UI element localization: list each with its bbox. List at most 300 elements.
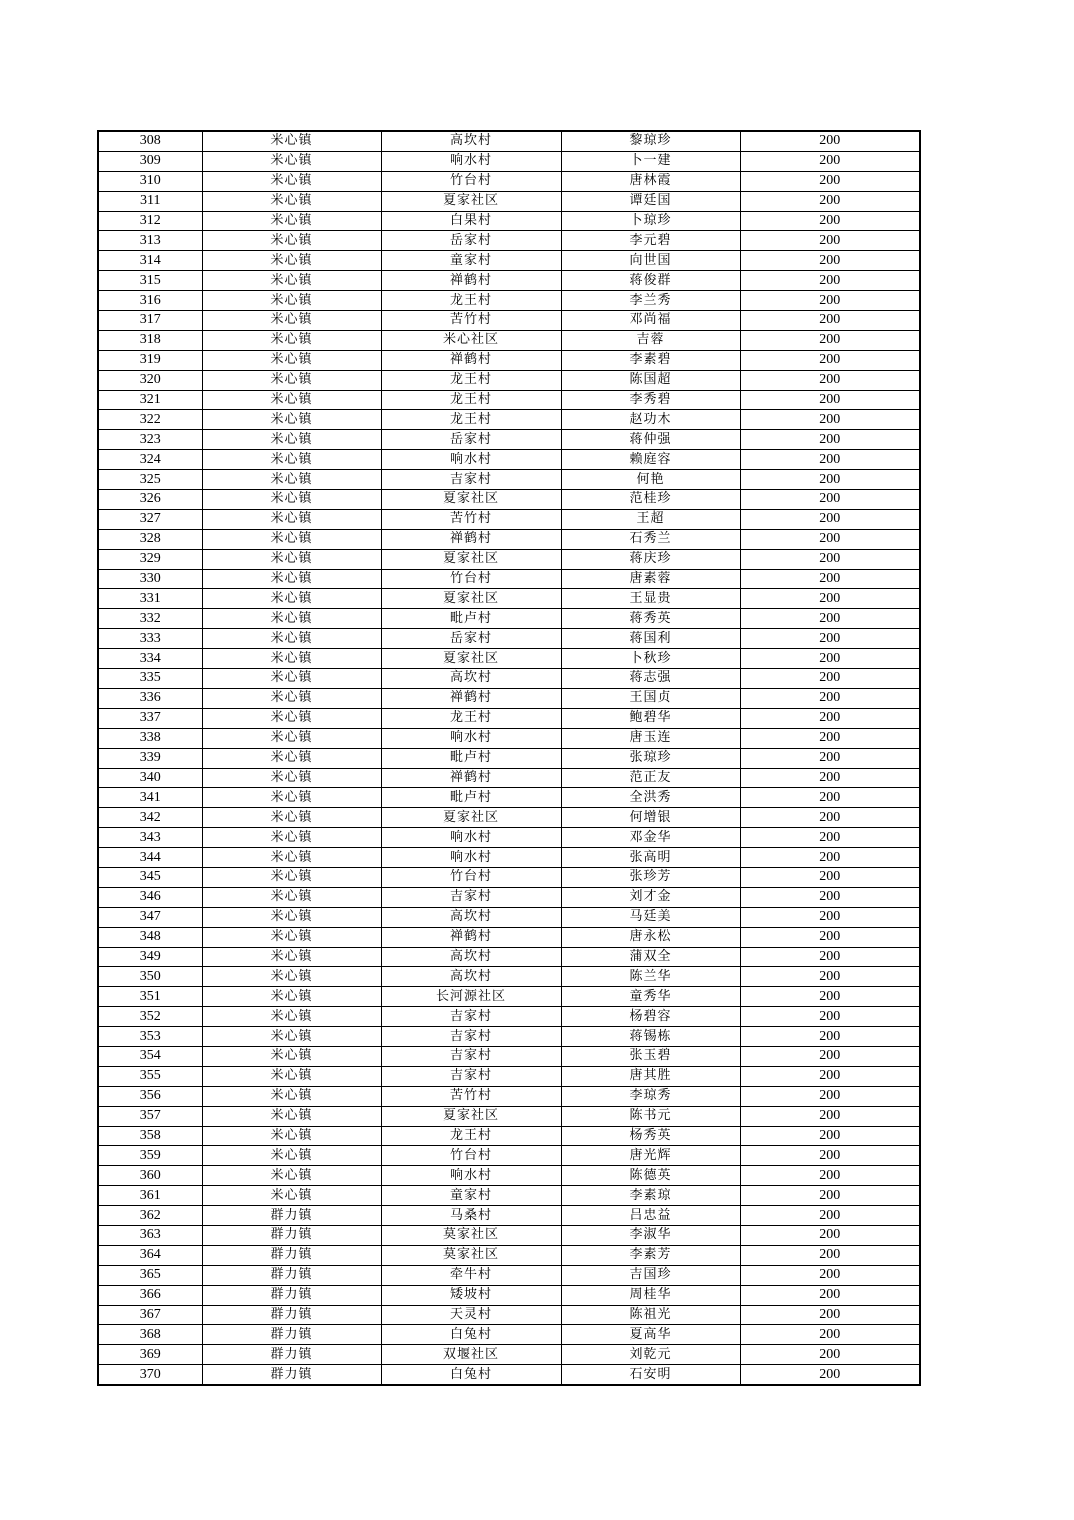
amount-cell: 200: [740, 470, 920, 490]
name-cell: 张琼珍: [561, 748, 740, 768]
table-row: [98, 768, 920, 788]
village-cell: 响水村: [381, 848, 561, 868]
town-cell: 米心镇: [202, 629, 381, 649]
village-cell: 夏家社区: [381, 1106, 561, 1126]
town-cell: 米心镇: [202, 529, 381, 549]
amount-cell: 200: [740, 529, 920, 549]
name-cell: 张高明: [561, 848, 740, 868]
village-cell: 童家村: [381, 251, 561, 271]
village-cell: 龙王村: [381, 370, 561, 390]
town-cell: 米心镇: [202, 509, 381, 529]
row-number-cell: 326: [98, 490, 202, 510]
town-cell: 米心镇: [202, 569, 381, 589]
village-cell: 竹台村: [381, 867, 561, 887]
name-cell: 蒋秀英: [561, 609, 740, 629]
village-cell: 龙王村: [381, 291, 561, 311]
table-row: [98, 649, 920, 669]
name-cell: 李素芳: [561, 1245, 740, 1265]
village-cell: 高坎村: [381, 907, 561, 927]
name-cell: 谭廷国: [561, 191, 740, 211]
name-cell: 陈国超: [561, 370, 740, 390]
table-row: [98, 549, 920, 569]
town-cell: 米心镇: [202, 291, 381, 311]
amount-cell: 200: [740, 430, 920, 450]
name-cell: 王国贞: [561, 688, 740, 708]
town-cell: 米心镇: [202, 808, 381, 828]
town-cell: 米心镇: [202, 271, 381, 291]
town-cell: 米心镇: [202, 728, 381, 748]
village-cell: 马桑村: [381, 1206, 561, 1226]
amount-cell: 200: [740, 569, 920, 589]
table-row: [98, 669, 920, 689]
table-row: [98, 490, 920, 510]
amount-cell: 200: [740, 330, 920, 350]
village-cell: 白果村: [381, 211, 561, 231]
subsidy-roster-table: [97, 130, 921, 1386]
name-cell: 夏高华: [561, 1325, 740, 1345]
amount-cell: 200: [740, 887, 920, 907]
row-number-cell: 310: [98, 171, 202, 191]
table-row: [98, 1086, 920, 1106]
amount-cell: 200: [740, 251, 920, 271]
table-row: [98, 1245, 920, 1265]
row-number-cell: 337: [98, 708, 202, 728]
name-cell: 张玉碧: [561, 1046, 740, 1066]
name-cell: 陈书元: [561, 1106, 740, 1126]
village-cell: 响水村: [381, 1166, 561, 1186]
village-cell: 岳家村: [381, 629, 561, 649]
table-row: [98, 1206, 920, 1226]
table-row: [98, 867, 920, 887]
table-row: [98, 1325, 920, 1345]
amount-cell: 200: [740, 629, 920, 649]
name-cell: 唐其胜: [561, 1066, 740, 1086]
amount-cell: 200: [740, 390, 920, 410]
amount-cell: 200: [740, 1225, 920, 1245]
table-row: [98, 947, 920, 967]
town-cell: 米心镇: [202, 470, 381, 490]
village-cell: 禅鹤村: [381, 927, 561, 947]
table-row: [98, 987, 920, 1007]
village-cell: 高坎村: [381, 967, 561, 987]
town-cell: 米心镇: [202, 1126, 381, 1146]
town-cell: 米心镇: [202, 927, 381, 947]
row-number-cell: 341: [98, 788, 202, 808]
town-cell: 米心镇: [202, 1166, 381, 1186]
table-row: [98, 748, 920, 768]
town-cell: 米心镇: [202, 828, 381, 848]
village-cell: 响水村: [381, 450, 561, 470]
row-number-cell: 369: [98, 1345, 202, 1365]
amount-cell: 200: [740, 131, 920, 151]
name-cell: 何艳: [561, 470, 740, 490]
table-row: [98, 291, 920, 311]
amount-cell: 200: [740, 509, 920, 529]
village-cell: 双堰社区: [381, 1345, 561, 1365]
amount-cell: 200: [740, 867, 920, 887]
table-row: [98, 848, 920, 868]
name-cell: 王超: [561, 509, 740, 529]
table-row: [98, 1106, 920, 1126]
table-row: [98, 251, 920, 271]
table-row: [98, 470, 920, 490]
table-row: [98, 1265, 920, 1285]
amount-cell: 200: [740, 907, 920, 927]
table-row: [98, 589, 920, 609]
amount-cell: 200: [740, 410, 920, 430]
village-cell: 龙王村: [381, 708, 561, 728]
name-cell: 黎琼珍: [561, 131, 740, 151]
table-row: [98, 828, 920, 848]
row-number-cell: 343: [98, 828, 202, 848]
row-number-cell: 346: [98, 887, 202, 907]
table-row: [98, 887, 920, 907]
village-cell: 吉家村: [381, 470, 561, 490]
town-cell: 米心镇: [202, 410, 381, 430]
table-row: [98, 211, 920, 231]
name-cell: 赖庭容: [561, 450, 740, 470]
row-number-cell: 322: [98, 410, 202, 430]
amount-cell: 200: [740, 1027, 920, 1047]
village-cell: 白兔村: [381, 1325, 561, 1345]
town-cell: 米心镇: [202, 450, 381, 470]
amount-cell: 200: [740, 848, 920, 868]
table-row: [98, 450, 920, 470]
row-number-cell: 353: [98, 1027, 202, 1047]
amount-cell: 200: [740, 1166, 920, 1186]
town-cell: 群力镇: [202, 1365, 381, 1385]
village-cell: 童家村: [381, 1186, 561, 1206]
table-row: [98, 1345, 920, 1365]
town-cell: 米心镇: [202, 330, 381, 350]
amount-cell: 200: [740, 1046, 920, 1066]
village-cell: 吉家村: [381, 1066, 561, 1086]
town-cell: 米心镇: [202, 1186, 381, 1206]
name-cell: 刘才金: [561, 887, 740, 907]
village-cell: 龙王村: [381, 1126, 561, 1146]
village-cell: 禅鹤村: [381, 350, 561, 370]
amount-cell: 200: [740, 450, 920, 470]
name-cell: 蒋仲强: [561, 430, 740, 450]
village-cell: 吉家村: [381, 1046, 561, 1066]
row-number-cell: 349: [98, 947, 202, 967]
name-cell: 卜一建: [561, 151, 740, 171]
name-cell: 全洪秀: [561, 788, 740, 808]
amount-cell: 200: [740, 748, 920, 768]
town-cell: 米心镇: [202, 191, 381, 211]
amount-cell: 200: [740, 1007, 920, 1027]
town-cell: 米心镇: [202, 131, 381, 151]
amount-cell: 200: [740, 151, 920, 171]
amount-cell: 200: [740, 490, 920, 510]
table-row: [98, 1186, 920, 1206]
table-row: [98, 1285, 920, 1305]
village-cell: 禅鹤村: [381, 271, 561, 291]
amount-cell: 200: [740, 589, 920, 609]
table-row: [98, 509, 920, 529]
name-cell: 唐永松: [561, 927, 740, 947]
amount-cell: 200: [740, 231, 920, 251]
town-cell: 米心镇: [202, 490, 381, 510]
town-cell: 群力镇: [202, 1265, 381, 1285]
town-cell: 群力镇: [202, 1245, 381, 1265]
row-number-cell: 332: [98, 609, 202, 629]
village-cell: 吉家村: [381, 887, 561, 907]
village-cell: 夏家社区: [381, 589, 561, 609]
table-row: [98, 688, 920, 708]
name-cell: 杨秀英: [561, 1126, 740, 1146]
village-cell: 响水村: [381, 828, 561, 848]
town-cell: 米心镇: [202, 1106, 381, 1126]
town-cell: 米心镇: [202, 251, 381, 271]
town-cell: 米心镇: [202, 1007, 381, 1027]
name-cell: 陈德英: [561, 1166, 740, 1186]
row-number-cell: 350: [98, 967, 202, 987]
village-cell: 莫家社区: [381, 1245, 561, 1265]
town-cell: 米心镇: [202, 390, 381, 410]
amount-cell: 200: [740, 788, 920, 808]
row-number-cell: 312: [98, 211, 202, 231]
name-cell: 张珍芳: [561, 867, 740, 887]
town-cell: 米心镇: [202, 967, 381, 987]
town-cell: 米心镇: [202, 748, 381, 768]
name-cell: 周桂华: [561, 1285, 740, 1305]
name-cell: 刘乾元: [561, 1345, 740, 1365]
row-number-cell: 338: [98, 728, 202, 748]
row-number-cell: 357: [98, 1106, 202, 1126]
town-cell: 米心镇: [202, 708, 381, 728]
village-cell: 高坎村: [381, 669, 561, 689]
town-cell: 群力镇: [202, 1225, 381, 1245]
table-row: [98, 1066, 920, 1086]
village-cell: 响水村: [381, 728, 561, 748]
table-row: [98, 1027, 920, 1047]
name-cell: 向世国: [561, 251, 740, 271]
name-cell: 蒋庆珍: [561, 549, 740, 569]
town-cell: 米心镇: [202, 1027, 381, 1047]
row-number-cell: 318: [98, 330, 202, 350]
table-row: [98, 131, 920, 151]
name-cell: 卜秋珍: [561, 649, 740, 669]
table-row: [98, 1365, 920, 1385]
village-cell: 牵牛村: [381, 1265, 561, 1285]
town-cell: 米心镇: [202, 887, 381, 907]
table-row: [98, 927, 920, 947]
village-cell: 夏家社区: [381, 549, 561, 569]
row-number-cell: 316: [98, 291, 202, 311]
table-row: [98, 629, 920, 649]
table-row: [98, 728, 920, 748]
row-number-cell: 320: [98, 370, 202, 390]
row-number-cell: 323: [98, 430, 202, 450]
table-row: [98, 231, 920, 251]
table-row: [98, 569, 920, 589]
row-number-cell: 313: [98, 231, 202, 251]
table-row: [98, 1146, 920, 1166]
town-cell: 米心镇: [202, 151, 381, 171]
amount-cell: 200: [740, 1126, 920, 1146]
amount-cell: 200: [740, 1066, 920, 1086]
row-number-cell: 352: [98, 1007, 202, 1027]
amount-cell: 200: [740, 350, 920, 370]
row-number-cell: 327: [98, 509, 202, 529]
roster-table-body: [98, 131, 920, 1385]
town-cell: 群力镇: [202, 1345, 381, 1365]
table-row: [98, 1166, 920, 1186]
name-cell: 石秀兰: [561, 529, 740, 549]
village-cell: 禅鹤村: [381, 529, 561, 549]
amount-cell: 200: [740, 768, 920, 788]
name-cell: 邓金华: [561, 828, 740, 848]
town-cell: 米心镇: [202, 171, 381, 191]
amount-cell: 200: [740, 211, 920, 231]
name-cell: 马廷美: [561, 907, 740, 927]
row-number-cell: 329: [98, 549, 202, 569]
village-cell: 毗卢村: [381, 748, 561, 768]
amount-cell: 200: [740, 191, 920, 211]
row-number-cell: 336: [98, 688, 202, 708]
row-number-cell: 330: [98, 569, 202, 589]
name-cell: 蒋锡栋: [561, 1027, 740, 1047]
row-number-cell: 367: [98, 1305, 202, 1325]
table-row: [98, 907, 920, 927]
name-cell: 何增银: [561, 808, 740, 828]
table-row: [98, 330, 920, 350]
amount-cell: 200: [740, 271, 920, 291]
amount-cell: 200: [740, 947, 920, 967]
row-number-cell: 314: [98, 251, 202, 271]
name-cell: 蒲双全: [561, 947, 740, 967]
table-row: [98, 967, 920, 987]
village-cell: 苦竹村: [381, 311, 561, 331]
name-cell: 范正友: [561, 768, 740, 788]
town-cell: 米心镇: [202, 768, 381, 788]
name-cell: 蒋俊群: [561, 271, 740, 291]
village-cell: 高坎村: [381, 947, 561, 967]
table-row: [98, 1007, 920, 1027]
amount-cell: 200: [740, 1325, 920, 1345]
name-cell: 邓尚福: [561, 311, 740, 331]
village-cell: 莫家社区: [381, 1225, 561, 1245]
amount-cell: 200: [740, 927, 920, 947]
amount-cell: 200: [740, 1365, 920, 1385]
row-number-cell: 344: [98, 848, 202, 868]
amount-cell: 200: [740, 609, 920, 629]
town-cell: 米心镇: [202, 867, 381, 887]
row-number-cell: 340: [98, 768, 202, 788]
village-cell: 夏家社区: [381, 649, 561, 669]
name-cell: 唐林霞: [561, 171, 740, 191]
town-cell: 米心镇: [202, 907, 381, 927]
row-number-cell: 364: [98, 1245, 202, 1265]
amount-cell: 200: [740, 1345, 920, 1365]
name-cell: 童秀华: [561, 987, 740, 1007]
table-row: [98, 708, 920, 728]
amount-cell: 200: [740, 1305, 920, 1325]
village-cell: 白兔村: [381, 1365, 561, 1385]
row-number-cell: 311: [98, 191, 202, 211]
name-cell: 唐素蓉: [561, 569, 740, 589]
name-cell: 蒋国利: [561, 629, 740, 649]
name-cell: 李兰秀: [561, 291, 740, 311]
amount-cell: 200: [740, 1285, 920, 1305]
village-cell: 岳家村: [381, 231, 561, 251]
amount-cell: 200: [740, 828, 920, 848]
village-cell: 毗卢村: [381, 788, 561, 808]
name-cell: 杨碧容: [561, 1007, 740, 1027]
village-cell: 夏家社区: [381, 490, 561, 510]
amount-cell: 200: [740, 311, 920, 331]
town-cell: 米心镇: [202, 350, 381, 370]
amount-cell: 200: [740, 1186, 920, 1206]
amount-cell: 200: [740, 370, 920, 390]
row-number-cell: 309: [98, 151, 202, 171]
amount-cell: 200: [740, 291, 920, 311]
table-row: [98, 1126, 920, 1146]
name-cell: 陈祖光: [561, 1305, 740, 1325]
village-cell: 长河源社区: [381, 987, 561, 1007]
row-number-cell: 331: [98, 589, 202, 609]
town-cell: 米心镇: [202, 947, 381, 967]
name-cell: 吉国珍: [561, 1265, 740, 1285]
amount-cell: 200: [740, 1245, 920, 1265]
row-number-cell: 308: [98, 131, 202, 151]
amount-cell: 200: [740, 688, 920, 708]
town-cell: 米心镇: [202, 231, 381, 251]
name-cell: 吉蓉: [561, 330, 740, 350]
name-cell: 李淑华: [561, 1225, 740, 1245]
village-cell: 米心社区: [381, 330, 561, 350]
town-cell: 米心镇: [202, 370, 381, 390]
town-cell: 群力镇: [202, 1305, 381, 1325]
row-number-cell: 358: [98, 1126, 202, 1146]
table-row: [98, 271, 920, 291]
town-cell: 米心镇: [202, 430, 381, 450]
table-row: [98, 171, 920, 191]
row-number-cell: 328: [98, 529, 202, 549]
town-cell: 米心镇: [202, 311, 381, 331]
village-cell: 苦竹村: [381, 1086, 561, 1106]
row-number-cell: 363: [98, 1225, 202, 1245]
amount-cell: 200: [740, 1146, 920, 1166]
amount-cell: 200: [740, 1106, 920, 1126]
row-number-cell: 342: [98, 808, 202, 828]
table-row: [98, 430, 920, 450]
amount-cell: 200: [740, 669, 920, 689]
name-cell: 王显贵: [561, 589, 740, 609]
name-cell: 李秀碧: [561, 390, 740, 410]
town-cell: 米心镇: [202, 669, 381, 689]
row-number-cell: 362: [98, 1206, 202, 1226]
town-cell: 米心镇: [202, 987, 381, 1007]
row-number-cell: 335: [98, 669, 202, 689]
row-number-cell: 333: [98, 629, 202, 649]
town-cell: 米心镇: [202, 1066, 381, 1086]
amount-cell: 200: [740, 967, 920, 987]
village-cell: 响水村: [381, 151, 561, 171]
name-cell: 李琼秀: [561, 1086, 740, 1106]
amount-cell: 200: [740, 808, 920, 828]
name-cell: 陈兰华: [561, 967, 740, 987]
village-cell: 竹台村: [381, 171, 561, 191]
row-number-cell: 351: [98, 987, 202, 1007]
name-cell: 唐光辉: [561, 1146, 740, 1166]
village-cell: 竹台村: [381, 569, 561, 589]
row-number-cell: 360: [98, 1166, 202, 1186]
village-cell: 竹台村: [381, 1146, 561, 1166]
table-row: [98, 370, 920, 390]
row-number-cell: 356: [98, 1086, 202, 1106]
